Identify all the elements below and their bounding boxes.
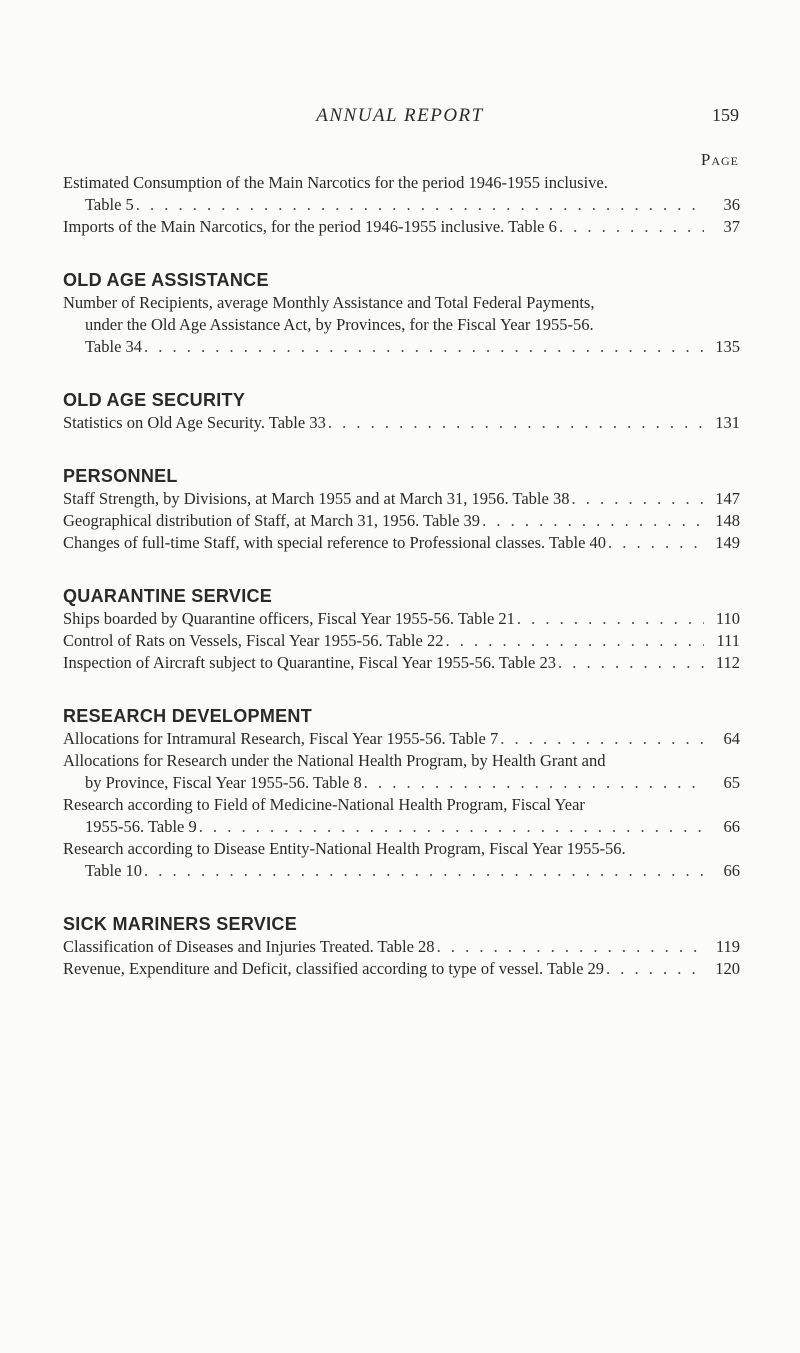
leader-dots — [445, 630, 704, 652]
entry-text: Table 5 — [85, 195, 134, 214]
entry-page-number: 36 — [723, 195, 740, 214]
index-entry — [63, 172, 740, 216]
index-entry — [63, 750, 740, 794]
leader-dots — [517, 608, 704, 630]
entry-page-number: 131 — [715, 413, 740, 432]
entry-text: Staff Strength, by Divisions, at March 1955 and at March 31, 1956. Table 38 — [63, 489, 570, 508]
entry-page-number: 66 — [723, 817, 740, 836]
leader-dots — [608, 532, 704, 554]
section-entries — [63, 728, 740, 882]
entry-last-line — [63, 816, 740, 838]
leader-dots — [559, 216, 704, 238]
index-section — [63, 388, 740, 434]
entry-page-number: 149 — [715, 533, 740, 552]
entry-last-line — [63, 728, 740, 750]
entry-last-line — [63, 772, 740, 794]
entry-last-line — [63, 336, 740, 358]
entry-page-number: 135 — [715, 337, 740, 356]
section-heading: SICK MARINERS SERVICE — [63, 914, 298, 934]
index-entry — [63, 958, 740, 980]
entry-text: by Province, Fiscal Year 1955-56. Table 8 — [85, 773, 362, 792]
entry-page-number: 64 — [723, 729, 740, 748]
section-entries — [63, 936, 740, 980]
leader-dots — [136, 194, 704, 216]
leader-dots — [500, 728, 704, 750]
section-entries — [63, 292, 740, 358]
index-section — [63, 268, 740, 358]
index-section — [63, 912, 740, 980]
entry-last-line — [63, 194, 740, 216]
entry-text: Ships boarded by Quarantine officers, Fiscal Year 1955-56. Table 21 — [63, 609, 515, 628]
leader-dots — [482, 510, 704, 532]
section-heading: PERSONNEL — [63, 466, 178, 486]
index-entry — [63, 630, 740, 652]
entry-page-number: 119 — [715, 937, 740, 956]
entry-text: Geographical distribution of Staff, at March 31, 1956. Table 39 — [63, 511, 481, 530]
index-entry — [63, 608, 740, 630]
index-entry — [63, 728, 740, 750]
index-section — [63, 584, 740, 674]
leader-dots — [558, 652, 704, 674]
entry-page-number: 66 — [723, 861, 740, 880]
index-entry — [63, 412, 740, 434]
entry-last-line — [63, 860, 740, 882]
section-entries — [63, 608, 740, 674]
entry-text: Table 10 — [85, 861, 143, 880]
entry-text-line: Research according to Field of Medicine-National Health Program, Fiscal Year — [63, 795, 585, 814]
index-section — [63, 704, 740, 882]
running-head — [0, 105, 800, 129]
leader-dots — [328, 412, 704, 434]
section-heading: RESEARCH DEVELOPMENT — [63, 706, 313, 726]
entry-text-line: Estimated Consumption of the Main Narcotics for the period 1946-1955 inclusive. — [63, 173, 608, 192]
leader-dots — [437, 936, 704, 958]
index-section — [63, 464, 740, 554]
leader-dots — [571, 488, 704, 510]
entry-page-number: 120 — [715, 959, 740, 978]
index-entry — [63, 794, 740, 838]
entry-last-line — [63, 936, 740, 958]
leader-dots — [144, 336, 704, 358]
entry-page-number: 65 — [723, 773, 740, 792]
leader-dots — [199, 816, 704, 838]
entry-last-line — [63, 510, 740, 532]
leader-dots — [144, 860, 704, 882]
leader-dots — [606, 958, 704, 980]
index-entry — [63, 488, 740, 510]
index-entry — [63, 652, 740, 674]
entry-text: Inspection of Aircraft subject to Quarantine, Fiscal Year 1955-56. Table 23 — [63, 653, 556, 672]
section-heading: QUARANTINE SERVICE — [63, 586, 273, 606]
entry-text: Statistics on Old Age Security. Table 33 — [63, 413, 326, 432]
entry-page-number: 147 — [715, 489, 740, 508]
entry-text: Allocations for Intramural Research, Fiscal Year 1955-56. Table 7 — [63, 729, 499, 748]
entry-last-line — [63, 652, 740, 674]
entry-last-line — [63, 216, 740, 238]
leader-dots — [364, 772, 704, 794]
entry-page-number: 111 — [716, 631, 740, 650]
index-entry — [63, 838, 740, 882]
section-entries — [63, 412, 740, 434]
entry-last-line — [63, 608, 740, 630]
entry-text: 1955-56. Table 9 — [85, 817, 197, 836]
entry-text: Control of Rats on Vessels, Fiscal Year 1955-56. Table 22 — [63, 631, 444, 650]
page-number: 159 — [712, 105, 739, 125]
entry-last-line — [63, 488, 740, 510]
entry-text: Changes of full-time Staff, with special reference to Professional classes. Table 40 — [63, 533, 607, 552]
entry-text-line: Number of Recipients, average Monthly Assistance and Total Federal Payments, — [63, 293, 595, 312]
entry-text-line: under the Old Age Assistance Act, by Provinces, for the Fiscal Year 1955-56. — [85, 315, 594, 334]
entry-last-line — [63, 412, 740, 434]
entry-last-line — [63, 532, 740, 554]
page-column-label: Page — [700, 150, 739, 169]
entry-text: Revenue, Expenditure and Deficit, classified according to type of vessel. Table 29 — [63, 959, 605, 978]
section-heading: OLD AGE ASSISTANCE — [63, 270, 269, 290]
entry-text: Classification of Diseases and Injuries Treated. Table 28 — [63, 937, 435, 956]
entry-last-line — [63, 958, 740, 980]
entry-text: Imports of the Main Narcotics, for the period 1946-1955 inclusive. Table 6 — [63, 217, 557, 236]
index-entry — [63, 510, 740, 532]
entry-last-line — [63, 630, 740, 652]
entry-text-line: Allocations for Research under the National Health Program, by Health Grant and — [63, 751, 606, 770]
index-entry — [63, 936, 740, 958]
index-entry — [63, 532, 740, 554]
entry-page-number: 148 — [715, 511, 740, 530]
index-entry — [63, 292, 740, 358]
index-content — [63, 172, 740, 980]
intro-entries — [63, 172, 740, 238]
section-entries — [63, 488, 740, 554]
entry-page-number: 37 — [723, 217, 740, 236]
entry-text-line: Research according to Disease Entity-National Health Program, Fiscal Year 1955-56. — [63, 839, 626, 858]
index-entry — [63, 216, 740, 238]
running-title: ANNUAL REPORT — [316, 105, 484, 126]
entry-text: Table 34 — [85, 337, 143, 356]
section-heading: OLD AGE SECURITY — [63, 390, 246, 410]
entry-page-number: 112 — [715, 653, 740, 672]
entry-page-number: 110 — [715, 609, 740, 628]
